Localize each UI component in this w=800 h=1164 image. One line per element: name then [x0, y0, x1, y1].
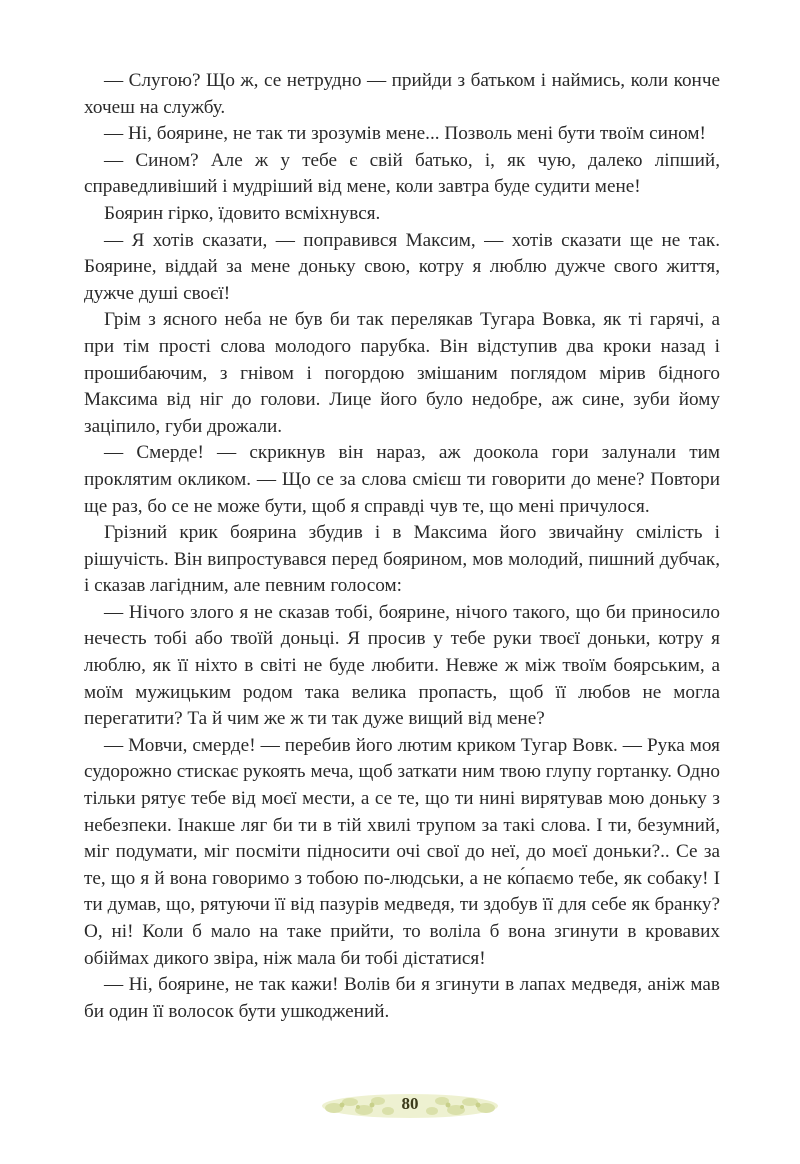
body-text — [84, 68, 720, 1025]
paragraph: — Смерде! — скрикнув він нараз, аж доокола гори залунали тим проклятим окликом. — Що се за слова смієш ти говорити до мене? Повтори ще раз, бо се не може бути, щоб я справді чув те, що мені причулося. — [84, 442, 720, 517]
paragraph: Грізний крик боярина збудив і в Максима його звичайну смілість і рішучість. Він випростувався перед боярином, мов молодий, пишний дубчак, і сказав лагідним, але певним голосом: — [84, 522, 720, 597]
paragraph: Грім з ясного неба не був би так перелякав Тугара Вовка, як ті гарячі, а при тім прості слова молодого парубка. Він відступив два кроки назад і прошибаючим, з гнівом і погордою змішаним поглядом мірив бідного Максима від ніг до голови. Лице його було недобре, аж сине, зуби йому заціпило, губи дрожали. — [84, 309, 720, 437]
paragraph: — Ні, боярине, не так кажи! Волів би я згинути в лапах медведя, аніж мав би один її волосок бути ушкоджений. — [84, 974, 720, 1022]
paragraph: Боярин гірко, їдовито всміхнувся. — [104, 202, 381, 224]
paragraph: — Ні, боярине, не так ти зрозумів мене... Позволь мені бути твоїм сином! — [104, 123, 706, 145]
page-number: 80 — [401, 1094, 419, 1113]
paragraph: — Сином? Але ж у тебе є свій батько, і, як чую, далеко ліпший, справедливіший і мудріший від мене, коли завтра буде судити мене! — [84, 149, 720, 198]
paragraph: — Мовчи, смерде! — перебив його лютим криком Тугар Вовк. — Рука моя судорожно стискає рукоять меча, щоб заткати ним твою глупу гортанку. Одно тільки рятує тебе від моєї мести, а се те, що ти нині вирятував мою доньку з небезпеки. Інакше ляг би ти в тій хвилі трупом за такі слова. І ти, безумний, міг подумати, міг посміти підносити очі свої до неї, до моєї доньки?.. Се за те, що я й вона говоримо з тобою по-людськи, а не ко́паємо тебе, як собаку! І ти думав, що, рятуючи її від пазурів медведя, ти здобув її для себе як бранку? О, ні! Коли б мало на таке прийти, то воліла б вона згинути в кровавих обіймах дикого звіра, ніж мала би тобі дістатися! — [84, 734, 720, 969]
paragraph: — Я хотів сказати, — поправився Максим, — хотів сказати ще не так. Боярине, віддай за мене доньку свою, котру я люблю дужче свого життя, дужче душі своєї! — [84, 229, 720, 304]
page-footer — [320, 1090, 500, 1122]
paragraph: — Нічого злого я не сказав тобі, боярине, нічого такого, що би приносило нечесть тобі або твоїй доньці. Я просив у тебе руки твоєї доньки, котру я люблю, як її ніхто в світі не буде любити. Невже ж між твоїм боярським, а моїм мужицьким родом така велика пропасть, щоб її любов не могла перегатити? Та й чим же ж ти так дуже вищий від мене? — [84, 601, 720, 730]
paragraph: — Слугою? Що ж, се нетрудно — прийди з батьком і наймись, коли конче хочеш на службу. — [84, 70, 720, 118]
